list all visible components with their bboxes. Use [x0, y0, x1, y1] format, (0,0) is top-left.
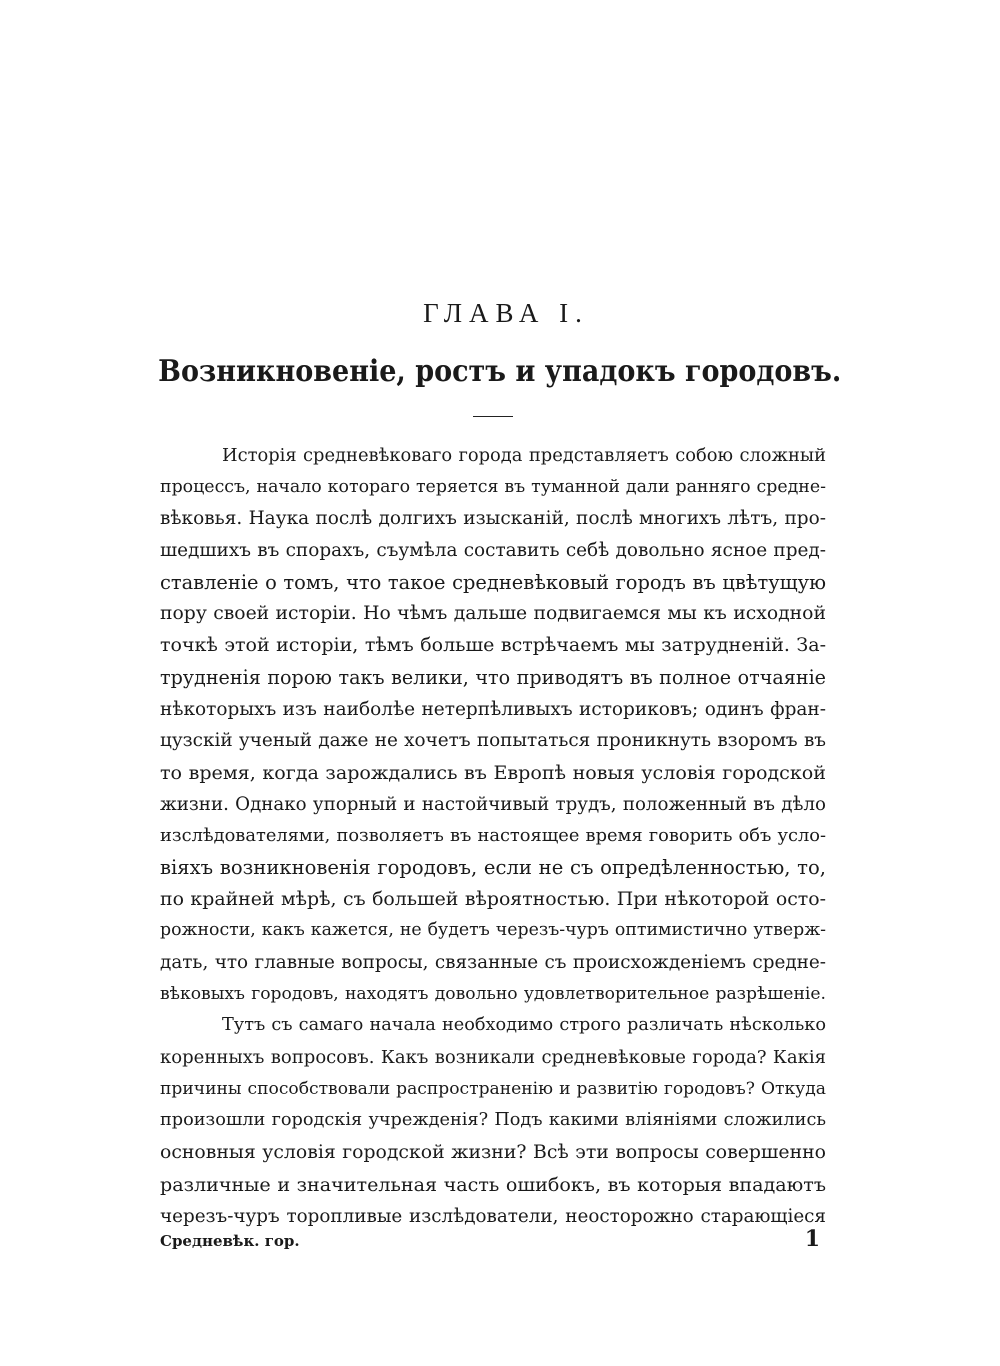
text-line: коренныхъ вопросовъ. Какъ возникали средневѣковые города? Какія — [160, 1047, 826, 1069]
text-line: процессъ, начало котораго теряется въ туманной дали ранняго средне- — [160, 476, 826, 497]
text-line: шедшихъ въ спорахъ, съумѣла составить себѣ довольно ясное пред- — [160, 540, 826, 562]
text-line: пору своей исторіи. Но чѣмъ дальше подвигаемся мы къ исходной — [160, 603, 826, 625]
text-line: цузскій ученый даже не хочетъ попытаться проникнуть взоромъ въ — [160, 730, 826, 752]
text-line: черезъ-чуръ торопливые изслѣдователи, неосторожно старающіеся — [160, 1205, 826, 1227]
text-line: изслѣдователями, позволяетъ въ настоящее время говорить объ усло- — [160, 825, 826, 847]
text-line: вѣковья. Наука послѣ долгихъ изысканій, послѣ многихъ лѣтъ, про- — [160, 508, 826, 530]
paragraph-1 — [160, 440, 826, 1010]
text-line: основныя условія городской жизни? Всѣ эти вопросы совершенно — [160, 1142, 826, 1164]
text-line: рожности, какъ кажется, не будетъ черезъ-чуръ оптимистично утверж- — [160, 920, 826, 941]
text-line: то время, когда зарождались въ Европѣ новыя условія городской — [160, 760, 826, 784]
body-text — [160, 440, 826, 1232]
text-line: Исторія средневѣковаго города представляетъ собою сложный — [222, 445, 826, 466]
text-line: Тутъ съ самаго начала необходимо строго различать нѣсколько — [222, 1015, 826, 1036]
chapter-label: ГЛАВА I. — [423, 298, 589, 328]
page-number: 1 — [804, 1226, 820, 1252]
text-line: произошли городскія учрежденія? Подъ какими вліяніями сложились — [160, 1110, 826, 1131]
text-line: причины способствовали распространенію и развитію городовъ? Откуда — [160, 1078, 826, 1099]
chapter-title: Возникновеніе, ростъ и упадокъ городовъ. — [158, 354, 842, 389]
text-line: различные и значительная часть ошибокъ, въ которыя впадаютъ — [160, 1172, 826, 1196]
text-line: трудненія порою такъ велики, что приводятъ въ полное отчаяніе — [160, 665, 826, 689]
text-line: віяхъ возникновенія городовъ, если не съ опредѣленностью, то, — [160, 855, 826, 879]
page-footer — [160, 1226, 826, 1256]
paragraph-2 — [160, 1010, 826, 1232]
text-line: нѣкоторыхъ изъ наиболѣе нетерпѣливыхъ историковъ; одинъ фран- — [160, 698, 826, 720]
text-line: ставленіе о томъ, что такое средневѣковый городъ въ цвѣтущую — [160, 570, 826, 594]
text-line: дать, что главные вопросы, связанные съ происхожденіемъ средне- — [160, 952, 826, 973]
text-line: вѣковыхъ городовъ, находятъ довольно удовлетворительное разрѣшеніе. — [160, 983, 826, 1004]
text-line: по крайней мѣрѣ, съ большей вѣроятностью. При нѣкоторой осто- — [160, 887, 826, 910]
text-line: жизни. Однако упорный и настойчивый трудъ, положенный въ дѣло — [160, 793, 826, 815]
text-line: точкѣ этой исторіи, тѣмъ больше встрѣчаемъ мы затрудненій. За- — [160, 634, 826, 657]
title-rule — [473, 416, 513, 417]
footer-signature: Средневѣк. гор. — [160, 1232, 300, 1250]
